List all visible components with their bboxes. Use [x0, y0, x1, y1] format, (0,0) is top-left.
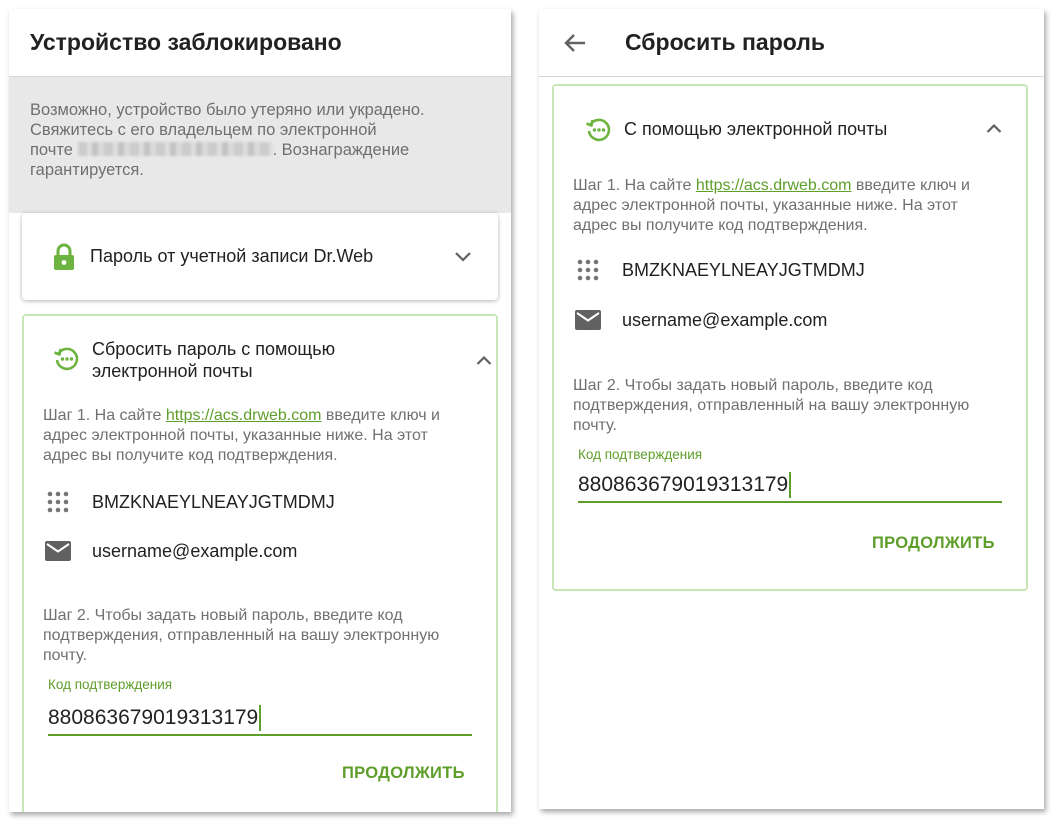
- keypad-dots-icon: [44, 490, 72, 514]
- reset-password-screen: [539, 9, 1044, 809]
- confirmation-code-value: 880863679019313179: [48, 706, 259, 729]
- email-value: username@example.com: [92, 540, 298, 561]
- chevron-down-icon[interactable]: [454, 251, 472, 263]
- step-1-line-2: адрес электронной почты, указанные ниже. На этот: [573, 197, 958, 214]
- license-key-row: [44, 490, 335, 514]
- drweb-acs-link[interactable]: https://acs.drweb.com: [165, 407, 322, 424]
- step-1-line-3: адрес вы получите код подтверждения.: [43, 447, 338, 464]
- step-1-text: [43, 406, 493, 466]
- step-2-line-2: подтверждения, отправленный на вашу электронную: [573, 397, 970, 414]
- email-row: [574, 308, 827, 332]
- warning-line-2: Свяжитесь с его владельцем по электронной: [30, 121, 377, 139]
- license-key-value: BMZKNAEYLNEAYJGTMDMJ: [622, 259, 865, 280]
- step-2-line-3: почту.: [573, 417, 617, 434]
- step-2-text: [573, 376, 1023, 436]
- reset-card-header[interactable]: [584, 115, 1002, 143]
- chevron-up-icon[interactable]: [476, 355, 492, 365]
- warning-line-3-prefix: почте: [30, 141, 73, 159]
- step-1-prefix: Шаг 1. На сайте: [43, 407, 166, 424]
- step-2-line-2: подтверждения, отправленный на вашу электронную: [43, 627, 440, 644]
- envelope-icon: [574, 308, 602, 332]
- page-title: Устройство заблокировано: [30, 29, 342, 55]
- text-cursor: [259, 705, 261, 731]
- email-value: username@example.com: [622, 309, 828, 330]
- reset-by-email-card: [22, 314, 498, 812]
- step-1-suffix: введите ключ и: [321, 407, 440, 424]
- step-1-line-3: адрес вы получите код подтверждения.: [573, 217, 868, 234]
- card-area-top: [9, 202, 511, 213]
- confirmation-code-input[interactable]: [578, 469, 1002, 503]
- page-title: Сбросить пароль: [625, 29, 825, 55]
- blurred-owner-email: [78, 142, 273, 156]
- app-bar: [539, 9, 1044, 77]
- step-2-text: [43, 606, 493, 666]
- code-field-label: Код подтверждения: [48, 677, 173, 692]
- chevron-up-icon[interactable]: [986, 123, 1002, 133]
- account-password-card[interactable]: [22, 213, 498, 300]
- step-2-line-1: Шаг 2. Чтобы задать новый пароль, введите код: [573, 377, 933, 394]
- reset-card-title-line-2: электронной почты: [92, 361, 253, 381]
- code-field-label: Код подтверждения: [578, 447, 703, 462]
- continue-button[interactable]: ПРОДОЛЖИТЬ: [872, 534, 995, 552]
- text-cursor: [789, 472, 791, 498]
- reset-by-email-card: [552, 84, 1028, 591]
- reset-password-icon: [52, 344, 80, 372]
- locked-device-screen: [9, 9, 511, 812]
- reset-card-title: С помощью электронной почты: [624, 119, 888, 139]
- step-1-prefix: Шаг 1. На сайте: [573, 177, 696, 194]
- email-row: [44, 539, 297, 563]
- step-1-text: [573, 176, 1023, 236]
- step-1-line-2: адрес электронной почты, указанные ниже. На этот: [43, 427, 428, 444]
- keypad-dots-icon: [574, 258, 602, 282]
- warning-line-1: Возможно, устройство было утеряно или украдено.: [30, 101, 425, 119]
- step-2-line-3: почту.: [43, 647, 87, 664]
- warning-line-3: [30, 140, 490, 160]
- reset-card-title-line-1: Сбросить пароль с помощью: [92, 339, 336, 359]
- reset-card-header[interactable]: [52, 338, 492, 382]
- continue-button[interactable]: ПРОДОЛЖИТЬ: [342, 764, 465, 782]
- drweb-acs-link[interactable]: https://acs.drweb.com: [695, 177, 852, 194]
- app-bar: [9, 9, 511, 77]
- reset-password-icon: [584, 115, 612, 143]
- step-2-line-1: Шаг 2. Чтобы задать новый пароль, введите код: [43, 607, 403, 624]
- step-1-suffix: введите ключ и: [851, 177, 970, 194]
- warning-line-4: гарантируется.: [30, 161, 144, 179]
- lost-device-message: [9, 77, 511, 202]
- lock-icon: [52, 243, 76, 271]
- license-key-value: BMZKNAEYLNEAYJGTMDMJ: [92, 491, 335, 512]
- account-password-card-title: Пароль от учетной записи Dr.Web: [90, 246, 374, 266]
- envelope-icon: [44, 539, 72, 563]
- confirmation-code-value: 880863679019313179: [578, 473, 789, 496]
- back-arrow-icon[interactable]: [555, 23, 595, 63]
- license-key-row: [574, 258, 865, 282]
- warning-line-3-suffix: . Вознаграждение: [272, 141, 410, 159]
- confirmation-code-input[interactable]: [48, 702, 472, 736]
